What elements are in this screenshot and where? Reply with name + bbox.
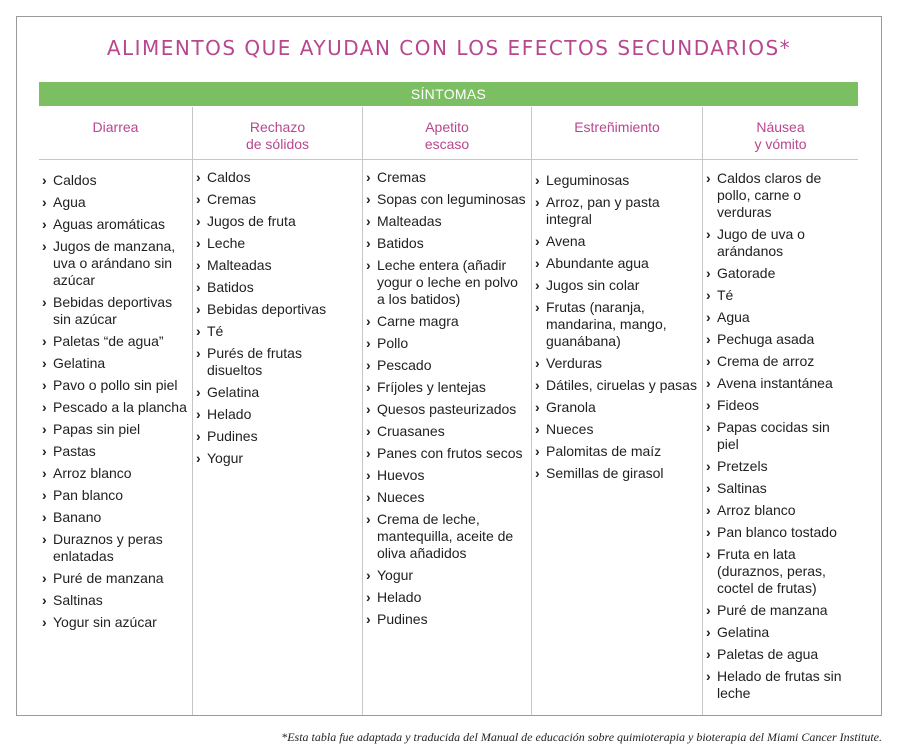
list-item <box>363 335 531 352</box>
list-item-label: Huevos <box>377 467 425 483</box>
list-item <box>39 570 192 587</box>
list-item-label: Paletas “de agua” <box>53 333 164 349</box>
list-item <box>363 257 531 308</box>
chevron-right-icon: › <box>366 445 371 461</box>
chevron-right-icon: › <box>42 294 47 310</box>
chevron-right-icon: › <box>706 397 711 413</box>
footnote: *Esta tabla fue adaptada y traducida del Manual de educación sobre quimioterapia y bioterapia del Miami Cancer Institute. <box>281 730 882 744</box>
food-list <box>363 169 531 633</box>
column-rechazo-solidos <box>192 107 362 715</box>
list-item <box>39 443 192 460</box>
list-item <box>363 511 531 562</box>
list-item <box>193 345 362 379</box>
chevron-right-icon: › <box>706 170 711 186</box>
list-item-label: Pechuga asada <box>717 331 815 347</box>
chevron-right-icon: › <box>42 465 47 481</box>
chevron-right-icon: › <box>706 458 711 474</box>
list-item-label: Té <box>207 323 224 339</box>
chevron-right-icon: › <box>42 238 47 254</box>
chevron-right-icon: › <box>535 355 540 371</box>
list-item-label: Verduras <box>546 355 603 371</box>
list-item <box>193 213 362 230</box>
list-item <box>532 421 702 438</box>
chevron-right-icon: › <box>366 511 371 527</box>
chevron-right-icon: › <box>196 279 201 295</box>
chevron-right-icon: › <box>366 467 371 483</box>
list-item-label: Paletas de agua <box>717 646 819 662</box>
chevron-right-icon: › <box>196 428 201 444</box>
list-item-label: Leche <box>207 235 246 251</box>
list-item <box>39 377 192 394</box>
list-item-label: Bebidas deportivas <box>207 301 327 317</box>
chevron-right-icon: › <box>366 257 371 273</box>
list-item <box>39 238 192 289</box>
list-item-label: Granola <box>546 399 596 415</box>
list-item <box>703 331 858 348</box>
chevron-right-icon: › <box>706 375 711 391</box>
list-item <box>39 172 192 189</box>
list-item-label: Pretzels <box>717 458 768 474</box>
list-item-label: Caldos <box>207 169 251 185</box>
chevron-right-icon: › <box>706 668 711 684</box>
list-item-label: Jugos sin colar <box>546 277 640 293</box>
chevron-right-icon: › <box>196 213 201 229</box>
chevron-right-icon: › <box>706 265 711 281</box>
chevron-right-icon: › <box>535 277 540 293</box>
list-item-label: Pescado a la plancha <box>53 399 187 415</box>
chevron-right-icon: › <box>42 531 47 547</box>
list-item <box>39 421 192 438</box>
chevron-right-icon: › <box>196 169 201 185</box>
chevron-right-icon: › <box>196 323 201 339</box>
list-item <box>193 301 362 318</box>
list-item <box>703 668 858 702</box>
chevron-right-icon: › <box>706 226 711 242</box>
list-item <box>532 172 702 189</box>
chevron-right-icon: › <box>706 546 711 562</box>
list-item-label: Puré de manzana <box>717 602 828 618</box>
list-item-label: Malteadas <box>377 213 442 229</box>
chevron-right-icon: › <box>706 287 711 303</box>
list-item-label: Papas cocidas sin piel <box>717 419 830 452</box>
list-item-label: Puré de manzana <box>53 570 164 586</box>
list-item-label: Helado <box>377 589 422 605</box>
list-item-label: Duraznos y peras enlatadas <box>53 531 163 564</box>
list-item <box>703 397 858 414</box>
list-item-label: Papas sin piel <box>53 421 141 437</box>
chevron-right-icon: › <box>706 602 711 618</box>
list-item-label: Saltinas <box>53 592 103 608</box>
list-item <box>532 233 702 250</box>
list-item-label: Frutas (naranja, mandarina, mango, guanábana) <box>546 299 667 349</box>
list-item <box>193 279 362 296</box>
chevron-right-icon: › <box>706 353 711 369</box>
chevron-right-icon: › <box>196 235 201 251</box>
list-item <box>363 467 531 484</box>
list-item-label: Cremas <box>207 191 257 207</box>
chevron-right-icon: › <box>42 592 47 608</box>
chevron-right-icon: › <box>42 333 47 349</box>
list-item-label: Fruta en lata (duraznos, peras, coctel de frutas) <box>717 546 826 596</box>
chevron-right-icon: › <box>366 235 371 251</box>
column-estrenimiento <box>531 107 702 715</box>
list-item-label: Abundante agua <box>546 255 649 271</box>
list-item <box>532 355 702 372</box>
list-item-label: Gelatina <box>207 384 260 400</box>
list-item-label: Panes con frutos secos <box>377 445 523 461</box>
chevron-right-icon: › <box>535 421 540 437</box>
list-item <box>39 333 192 350</box>
list-item <box>532 194 702 228</box>
list-item-label: Bebidas deportivas sin azúcar <box>53 294 173 327</box>
list-item-label: Fideos <box>717 397 760 413</box>
list-item-label: Helado <box>207 406 252 422</box>
chevron-right-icon: › <box>196 450 201 466</box>
column-nausea-vomito <box>702 107 858 715</box>
chevron-right-icon: › <box>366 335 371 351</box>
chevron-right-icon: › <box>366 423 371 439</box>
list-item <box>193 235 362 252</box>
list-item <box>703 458 858 475</box>
list-item <box>363 401 531 418</box>
list-item <box>703 502 858 519</box>
list-item <box>532 277 702 294</box>
list-item <box>703 170 858 221</box>
chevron-right-icon: › <box>706 502 711 518</box>
chevron-right-icon: › <box>535 377 540 393</box>
list-item-label: Dátiles, ciruelas y pasas <box>546 377 697 393</box>
chevron-right-icon: › <box>196 345 201 361</box>
list-item <box>193 384 362 401</box>
chevron-right-icon: › <box>196 257 201 273</box>
list-item <box>363 445 531 462</box>
list-item-label: Palomitas de maíz <box>546 443 662 459</box>
column-header: Náusea y vómito <box>703 107 858 160</box>
list-item-label: Agua <box>717 309 750 325</box>
list-item-label: Nueces <box>546 421 594 437</box>
list-item-label: Agua <box>53 194 86 210</box>
list-item-label: Helado de frutas sin leche <box>717 668 842 701</box>
list-item-label: Yogur <box>207 450 244 466</box>
list-item <box>532 399 702 416</box>
food-list <box>703 170 858 707</box>
list-item-label: Gelatina <box>717 624 770 640</box>
chevron-right-icon: › <box>366 401 371 417</box>
chevron-right-icon: › <box>42 614 47 630</box>
chevron-right-icon: › <box>196 301 201 317</box>
list-item <box>363 423 531 440</box>
list-item <box>703 524 858 541</box>
food-list <box>532 172 702 487</box>
chevron-right-icon: › <box>366 611 371 627</box>
list-item <box>193 191 362 208</box>
list-item <box>39 465 192 482</box>
list-item-label: Gatorade <box>717 265 776 281</box>
list-item <box>363 611 531 628</box>
list-item <box>363 379 531 396</box>
list-item <box>703 309 858 326</box>
list-item <box>39 194 192 211</box>
chevron-right-icon: › <box>535 255 540 271</box>
chevron-right-icon: › <box>706 646 711 662</box>
list-item <box>703 646 858 663</box>
list-item <box>193 169 362 186</box>
list-item-label: Pan blanco tostado <box>717 524 837 540</box>
chevron-right-icon: › <box>706 480 711 496</box>
chevron-right-icon: › <box>535 465 540 481</box>
list-item <box>39 614 192 631</box>
list-item <box>39 216 192 233</box>
symptoms-band: SÍNTOMAS <box>39 82 858 106</box>
column-header: Diarrea <box>39 107 192 160</box>
list-item <box>363 567 531 584</box>
chevron-right-icon: › <box>42 377 47 393</box>
chevron-right-icon: › <box>366 169 371 185</box>
chevron-right-icon: › <box>196 384 201 400</box>
list-item-label: Cremas <box>377 169 427 185</box>
list-item-label: Leche entera (añadir yogur o leche en polvo a los batidos) <box>377 257 518 307</box>
chevron-right-icon: › <box>366 379 371 395</box>
list-item-label: Caldos <box>53 172 97 188</box>
chevron-right-icon: › <box>42 443 47 459</box>
list-item-label: Gelatina <box>53 355 106 371</box>
chevron-right-icon: › <box>706 309 711 325</box>
chevron-right-icon: › <box>196 406 201 422</box>
column-header: Rechazo de sólidos <box>193 107 362 160</box>
list-item-label: Saltinas <box>717 480 767 496</box>
list-item-label: Pan blanco <box>53 487 124 503</box>
list-item-label: Aguas aromáticas <box>53 216 166 232</box>
list-item-label: Jugos de fruta <box>207 213 296 229</box>
chevron-right-icon: › <box>535 399 540 415</box>
list-item <box>703 546 858 597</box>
chevron-right-icon: › <box>366 191 371 207</box>
list-item-label: Quesos pasteurizados <box>377 401 517 417</box>
food-list <box>193 169 362 472</box>
list-item-label: Pescado <box>377 357 432 373</box>
list-item <box>39 509 192 526</box>
chevron-right-icon: › <box>42 570 47 586</box>
chevron-right-icon: › <box>366 213 371 229</box>
chevron-right-icon: › <box>535 194 540 210</box>
chevron-right-icon: › <box>366 313 371 329</box>
list-item-label: Cruasanes <box>377 423 445 439</box>
list-item <box>39 294 192 328</box>
list-item <box>703 226 858 260</box>
list-item-label: Malteadas <box>207 257 272 273</box>
list-item-label: Pudines <box>377 611 428 627</box>
chevron-right-icon: › <box>366 357 371 373</box>
list-item <box>703 624 858 641</box>
list-item <box>363 313 531 330</box>
list-item-label: Batidos <box>207 279 254 295</box>
list-item <box>703 353 858 370</box>
food-list <box>39 172 192 636</box>
chevron-right-icon: › <box>42 487 47 503</box>
list-item <box>39 531 192 565</box>
chevron-right-icon: › <box>535 233 540 249</box>
list-item-label: Avena instantánea <box>717 375 833 391</box>
list-item <box>363 213 531 230</box>
list-item-label: Arroz blanco <box>53 465 132 481</box>
chevron-right-icon: › <box>42 194 47 210</box>
chevron-right-icon: › <box>706 419 711 435</box>
list-item <box>39 487 192 504</box>
chevron-right-icon: › <box>42 216 47 232</box>
chevron-right-icon: › <box>42 172 47 188</box>
list-item-label: Avena <box>546 233 586 249</box>
list-item-label: Arroz, pan y pasta integral <box>546 194 660 227</box>
list-item <box>363 589 531 606</box>
column-header: Estreñimiento <box>532 107 702 160</box>
chevron-right-icon: › <box>42 421 47 437</box>
list-item-label: Crema de leche, mantequilla, aceite de oliva añadidos <box>377 511 514 561</box>
chevron-right-icon: › <box>42 355 47 371</box>
list-item-label: Carne magra <box>377 313 459 329</box>
list-item <box>193 323 362 340</box>
list-item <box>532 377 702 394</box>
chevron-right-icon: › <box>366 567 371 583</box>
chevron-right-icon: › <box>535 299 540 315</box>
list-item <box>193 406 362 423</box>
column-diarrea <box>39 107 192 715</box>
list-item-label: Nueces <box>377 489 425 505</box>
list-item-label: Semillas de girasol <box>546 465 664 481</box>
list-item-label: Fríjoles y lentejas <box>377 379 486 395</box>
list-item <box>363 489 531 506</box>
list-item-label: Leguminosas <box>546 172 630 188</box>
list-item-label: Batidos <box>377 235 424 251</box>
chevron-right-icon: › <box>706 624 711 640</box>
list-item <box>703 287 858 304</box>
chevron-right-icon: › <box>366 489 371 505</box>
chevron-right-icon: › <box>42 509 47 525</box>
list-item <box>193 257 362 274</box>
column-header: Apetito escaso <box>363 107 531 160</box>
list-item-label: Caldos claros de pollo, carne o verduras <box>717 170 822 220</box>
list-item <box>703 480 858 497</box>
list-item-label: Pavo o pollo sin piel <box>53 377 178 393</box>
list-item <box>703 375 858 392</box>
list-item-label: Jugo de uva o arándanos <box>717 226 805 259</box>
list-item-label: Pollo <box>377 335 409 351</box>
chevron-right-icon: › <box>535 443 540 459</box>
list-item <box>39 399 192 416</box>
list-item <box>532 443 702 460</box>
list-item-label: Crema de arroz <box>717 353 815 369</box>
list-item <box>703 419 858 453</box>
list-item <box>703 602 858 619</box>
list-item-label: Té <box>717 287 734 303</box>
chevron-right-icon: › <box>42 399 47 415</box>
chevron-right-icon: › <box>535 172 540 188</box>
list-item <box>363 191 531 208</box>
list-item-label: Purés de frutas disueltos <box>207 345 302 378</box>
column-apetito-escaso <box>362 107 531 715</box>
list-item-label: Yogur sin azúcar <box>53 614 157 630</box>
list-item <box>703 265 858 282</box>
chevron-right-icon: › <box>706 524 711 540</box>
chevron-right-icon: › <box>366 589 371 605</box>
list-item-label: Sopas con leguminosas <box>377 191 526 207</box>
list-item <box>532 465 702 482</box>
list-item-label: Arroz blanco <box>717 502 796 518</box>
chevron-right-icon: › <box>706 331 711 347</box>
list-item <box>39 355 192 372</box>
list-item <box>193 428 362 445</box>
list-item <box>363 235 531 252</box>
list-item <box>532 255 702 272</box>
list-item-label: Yogur <box>377 567 414 583</box>
page-title: ALIMENTOS QUE AYUDAN CON LOS EFECTOS SECUNDARIOS* <box>106 36 792 60</box>
list-item <box>39 592 192 609</box>
list-item-label: Jugos de manzana, uva o arándano sin azúcar <box>53 238 176 288</box>
list-item <box>193 450 362 467</box>
list-item <box>363 357 531 374</box>
list-item-label: Pastas <box>53 443 96 459</box>
list-item-label: Pudines <box>207 428 258 444</box>
list-item-label: Banano <box>53 509 102 525</box>
chevron-right-icon: › <box>196 191 201 207</box>
list-item <box>363 169 531 186</box>
list-item <box>532 299 702 350</box>
